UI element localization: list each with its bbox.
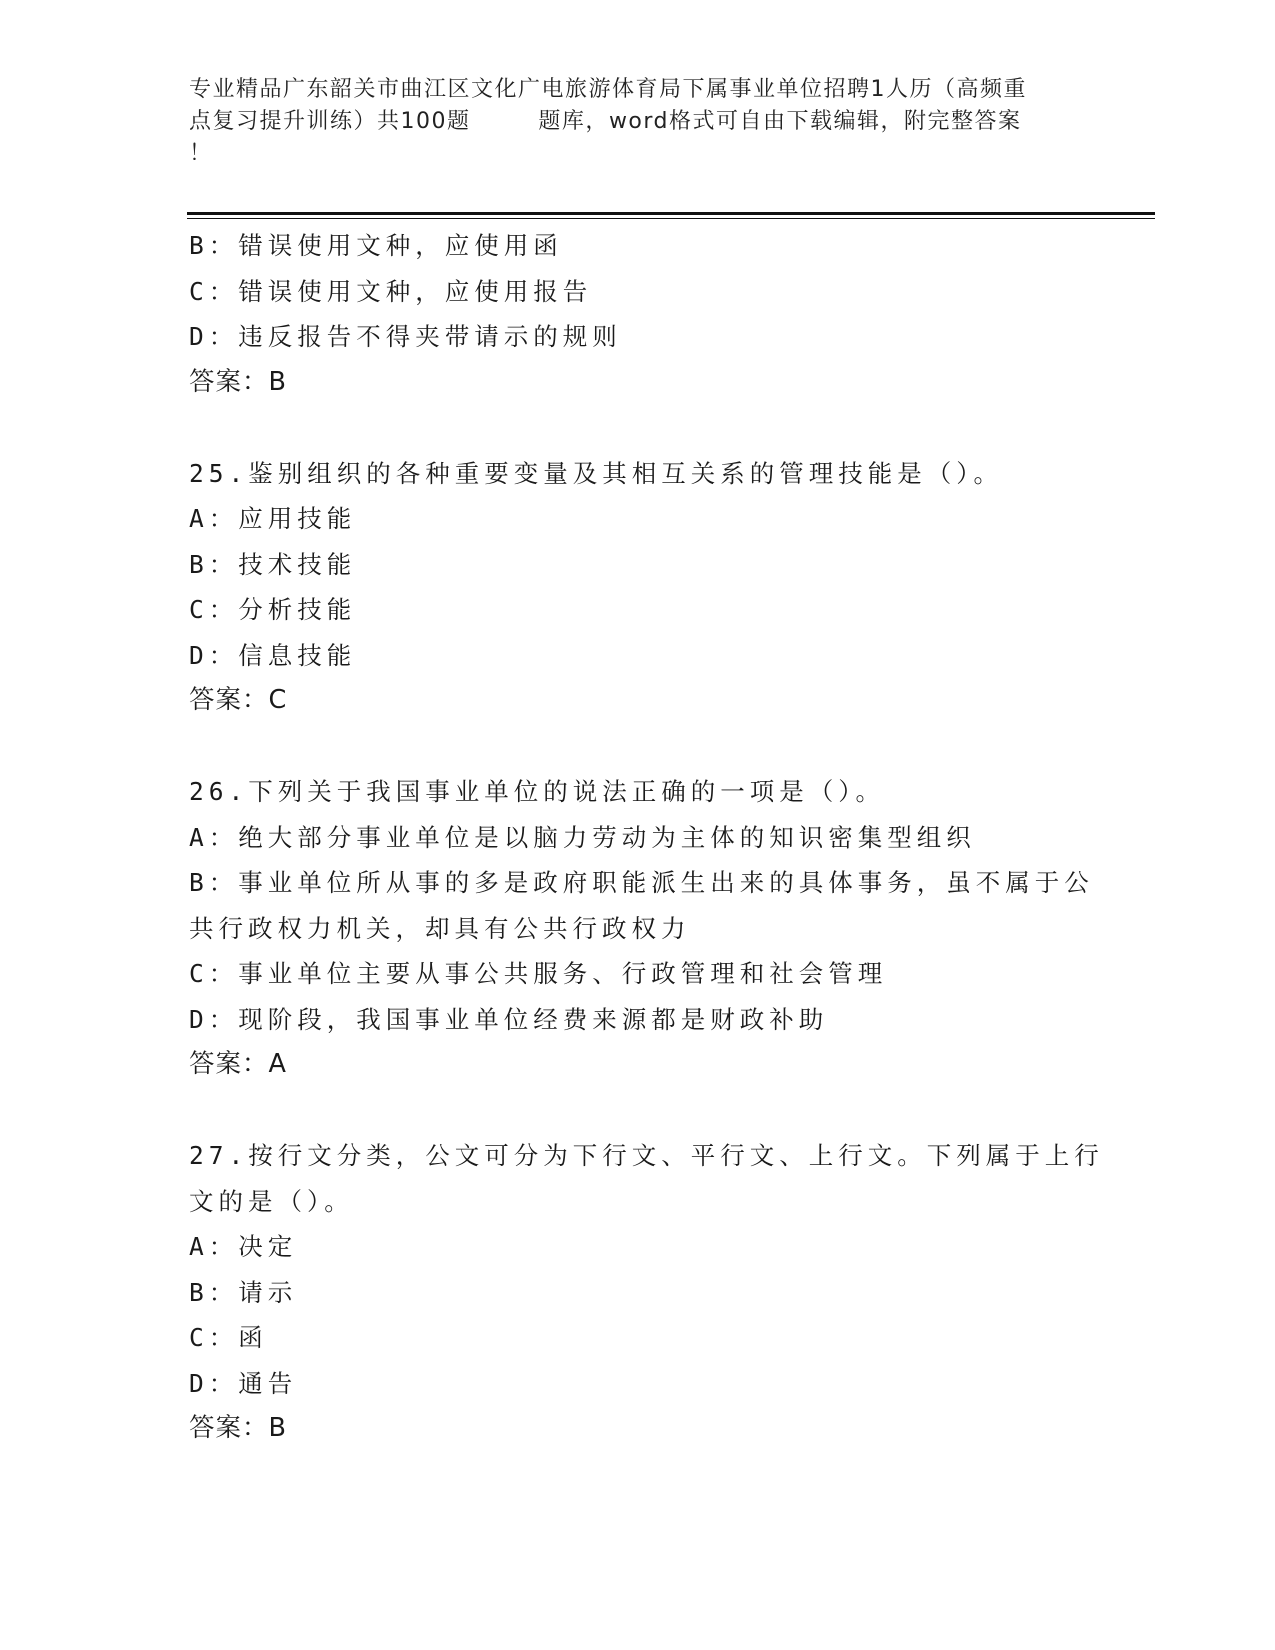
answer: 答案：B — [189, 366, 287, 397]
question-gap — [189, 724, 1089, 770]
option-a: A：绝大部分事业单位是以脑力劳动为主体的知识密集型组织 — [189, 822, 976, 852]
question-stem: 25.鉴别组织的各种重要变量及其相互关系的管理技能是（）。 — [189, 458, 1003, 488]
option-d: D：违反报告不得夹带请示的规则 — [189, 322, 622, 351]
option-b: B：请示 — [189, 1277, 298, 1307]
option-c: C：分析技能 — [189, 595, 357, 624]
option-d: D：现阶段，我国事业单位经费来源都是财政补助 — [189, 1004, 829, 1034]
option-b-continued: 共行政权力机关，却具有公共行政权力 — [189, 913, 691, 943]
question-list — [189, 223, 1104, 1452]
question-continued — [189, 223, 1089, 405]
question-26 — [189, 769, 1094, 1088]
answer: 答案：C — [189, 685, 288, 715]
option-a: A：决定 — [189, 1232, 298, 1261]
question-gap — [189, 405, 1089, 451]
question-25 — [189, 451, 1089, 724]
header-line: 专业精品广东韶关市曲江区文化广电旅游体育局下属事业单位招聘1人历（高频重 — [189, 77, 1027, 102]
header-line: ！ — [189, 141, 213, 166]
option-c: C：事业单位主要从事公共服务、行政管理和社会管理 — [189, 959, 888, 988]
header-divider-thick — [187, 212, 1155, 215]
option-b: B：事业单位所从事的多是政府职能派生出来的具体事务，虽不属于公 — [189, 868, 1094, 897]
question-stem: 26.下列关于我国事业单位的说法正确的一项是（）。 — [189, 777, 885, 806]
question-gap — [189, 1088, 1089, 1134]
header-line: 点复习提升训练）共100题 题库，word格式可自由下载编辑，附完整答案 — [189, 109, 1022, 134]
option-d: D：信息技能 — [189, 640, 357, 670]
option-c: C：错误使用文种，应使用报告 — [189, 276, 593, 306]
question-stem-continued: 文的是（）。 — [189, 1186, 354, 1216]
option-b: B：技术技能 — [189, 549, 357, 579]
answer: 答案：B — [189, 1413, 287, 1443]
answer: 答案：A — [189, 1049, 287, 1079]
question-stem: 27.按行文分类，公文可分为下行文、平行文、上行文。下列属于上行 — [189, 1141, 1104, 1170]
option-a: A：应用技能 — [189, 504, 357, 533]
option-b: B：错误使用文种，应使用函 — [189, 231, 563, 260]
option-c: C：函 — [189, 1323, 268, 1352]
question-27 — [189, 1133, 1104, 1452]
document-header — [189, 74, 1089, 170]
header-divider-thin — [187, 218, 1155, 219]
option-d: D：通告 — [189, 1368, 298, 1398]
